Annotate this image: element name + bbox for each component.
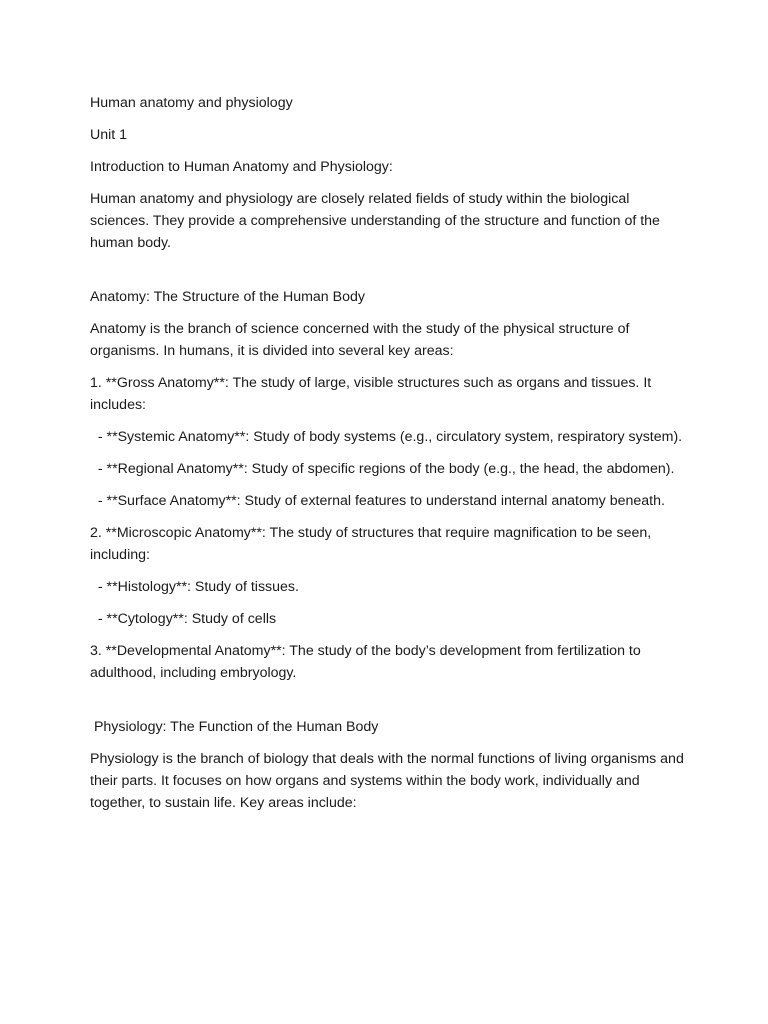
- intro-paragraph: Human anatomy and physiology are closely related fields of study within the biological sciences. They provide a comprehensive understanding of the structure and function of the human body.: [90, 191, 660, 251]
- list-item-gross-anatomy: 1. **Gross Anatomy**: The study of large, visible structures such as organs and tissues. It includes:: [90, 375, 652, 413]
- physiology-heading: Physiology: The Function of the Human Body: [90, 719, 379, 735]
- anatomy-paragraph: Anatomy is the branch of science concerned with the study of the physical structure of organisms. In humans, it is divided into several key areas:: [90, 321, 630, 359]
- unit-label: Unit 1: [90, 127, 128, 143]
- physiology-paragraph: Physiology is the branch of biology that deals with the normal functions of living organisms and their parts. It focuses on how organs and systems within the body work, individually and together, to sustain life. Key areas include:: [90, 751, 684, 811]
- list-subitem-systemic-anatomy: - **Systemic Anatomy**: Study of body systems (e.g., circulatory system, respiratory system).: [90, 429, 683, 445]
- list-subitem-cytology: - **Cytology**: Study of cells: [90, 611, 277, 627]
- intro-heading: Introduction to Human Anatomy and Physiology:: [90, 159, 393, 175]
- anatomy-heading: Anatomy: The Structure of the Human Body: [90, 289, 365, 305]
- document-title: Human anatomy and physiology: [90, 95, 293, 111]
- list-subitem-regional-anatomy: - **Regional Anatomy**: Study of specific regions of the body (e.g., the head, the abdomen).: [90, 461, 675, 477]
- document-body: [90, 92, 685, 824]
- list-item-microscopic-anatomy: 2. **Microscopic Anatomy**: The study of structures that require magnification to be seen, including:: [90, 525, 652, 563]
- list-item-developmental-anatomy: 3. **Developmental Anatomy**: The study of the body’s development from fertilization to adulthood, including embryology.: [90, 643, 641, 681]
- list-subitem-surface-anatomy: - **Surface Anatomy**: Study of external features to understand internal anatomy beneath.: [90, 493, 665, 509]
- list-subitem-histology: - **Histology**: Study of tissues.: [90, 579, 299, 595]
